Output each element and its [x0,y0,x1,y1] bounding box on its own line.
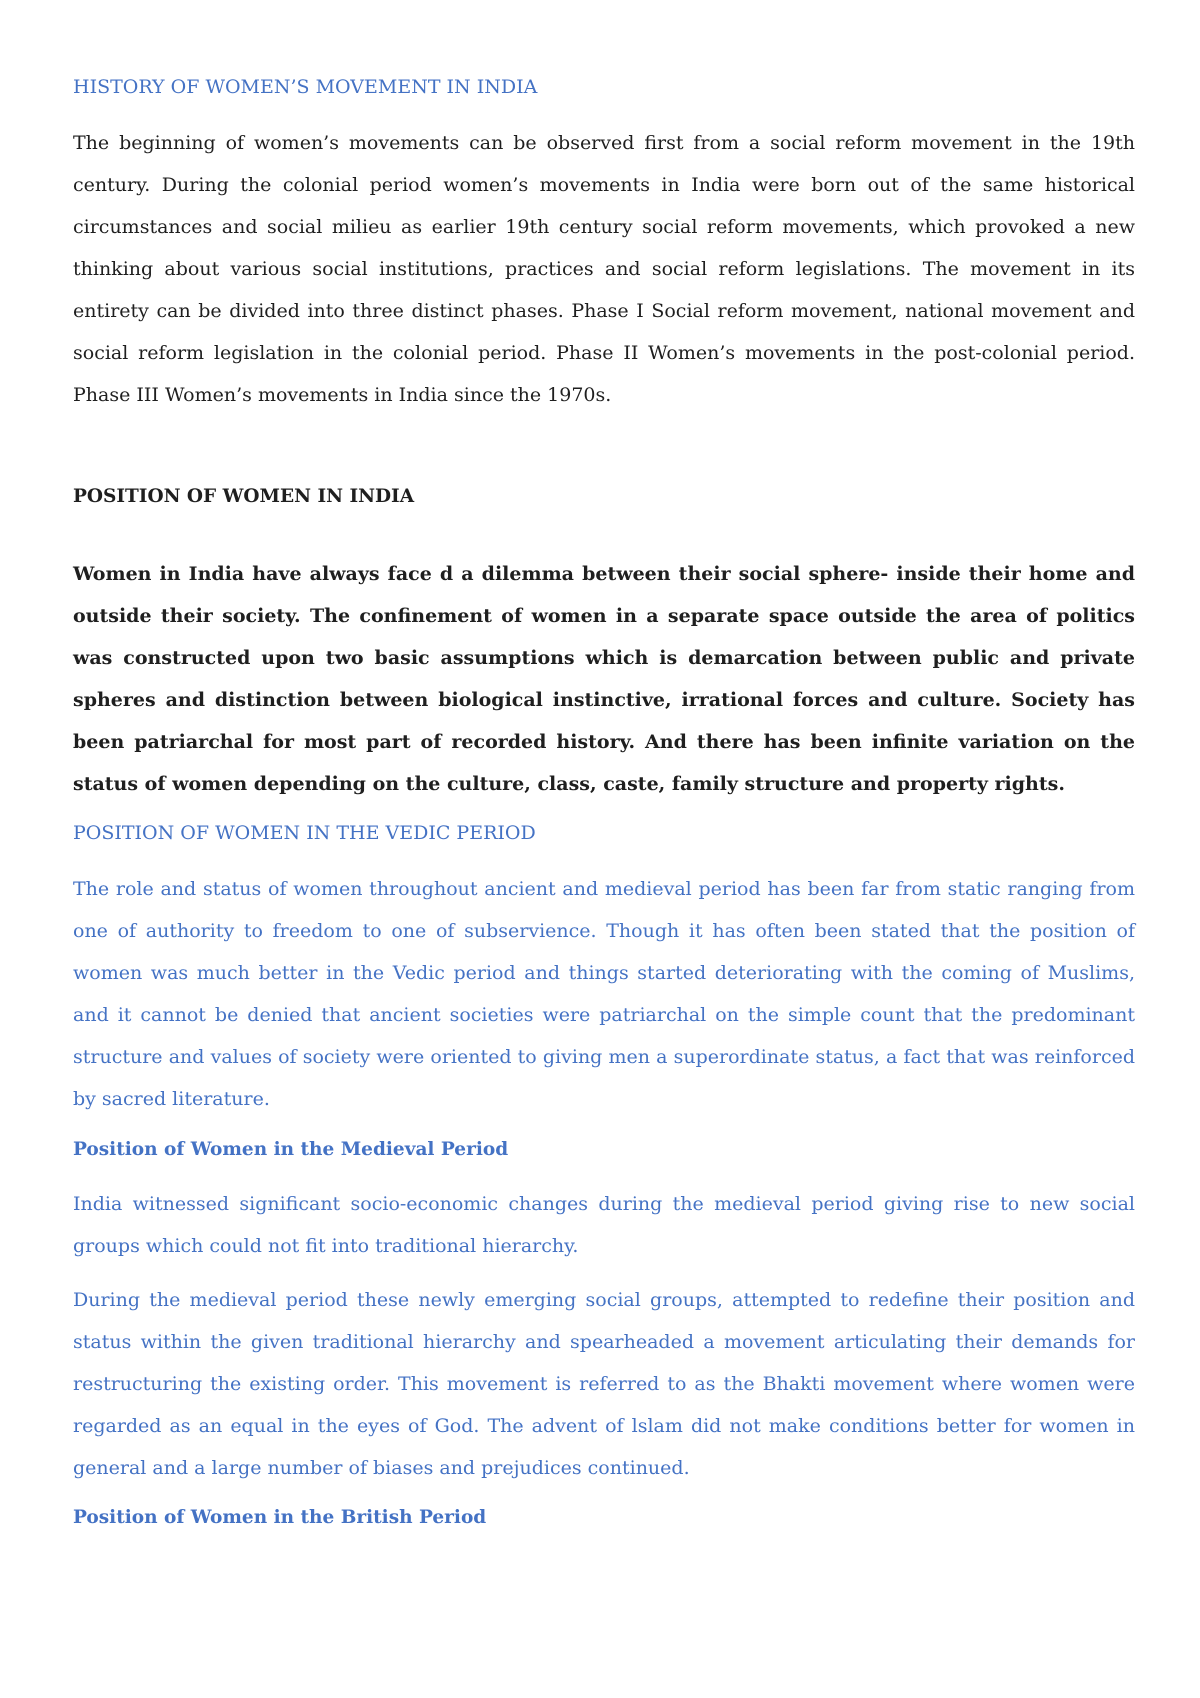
heading-british-period: Position of Women in the British Period [73,1506,487,1528]
paragraph-medieval-1: India witnessed significant socio-economic changes during the medieval period giving rise to new social groups which could not fit into traditional hierarchy. [73,1192,1135,1257]
heading-vedic-period: POSITION OF WOMEN IN THE VEDIC PERIOD [73,821,536,844]
heading-position-of-women: POSITION OF WOMEN IN INDIA [73,485,415,507]
document-page [73,66,1135,1529]
heading-medieval-period: Position of Women in the Medieval Period [73,1138,509,1160]
paragraph-position: Women in India have always face d a dilemma between their social sphere- inside their home and outside their society. The confinement of women in a separate space outside the area of politics was constructed upon two basic assumptions which is demarcation between public and private spheres and distinction between biological instinctive, irrational forces and culture. Society has been patriarchal for most part of recorded history. And there has been infinite variation on the status of women depending on the culture, class, caste, family structure and property rights. [73,562,1135,795]
paragraph-history: The beginning of women’s movements can be observed first from a social reform movement in the 19th century. During the colonial period women’s movements in India were born out of the same historical circumstances and social milieu as earlier 19th century social reform movements, which provoked a new thinking about various social institutions, practices and social reform legislations. The movement in its entirety can be divided into three distinct phases. Phase I Social reform movement, national movement and social reform legislation in the colonial period. Phase II Women’s movements in the post-colonial period. Phase III Women’s movements in India since the 1970s. [73,131,1135,406]
paragraph-medieval-2: During the medieval period these newly emerging social groups, attempted to redefine their position and status within the given traditional hierarchy and spearheaded a movement articulating their demands for restructuring the existing order. This movement is referred to as the Bhakti movement where women were regarded as an equal in the eyes of God. The advent of lslam did not make conditions better for women in general and a large number of biases and prejudices continued. [73,1288,1135,1479]
paragraph-vedic: The role and status of women throughout ancient and medieval period has been far from static ranging from one of authority to freedom to one of subservience. Though it has often been stated that the position of women was much better in the Vedic period and things started deteriorating with the coming of Muslims, and it cannot be denied that ancient societies were patriarchal on the simple count that the predominant structure and values of society were oriented to giving men a superordinate status, a fact that was reinforced by sacred literature. [73,877,1135,1110]
heading-history-womens-movement: HISTORY OF WOMEN’S MOVEMENT IN INDIA [73,76,538,98]
